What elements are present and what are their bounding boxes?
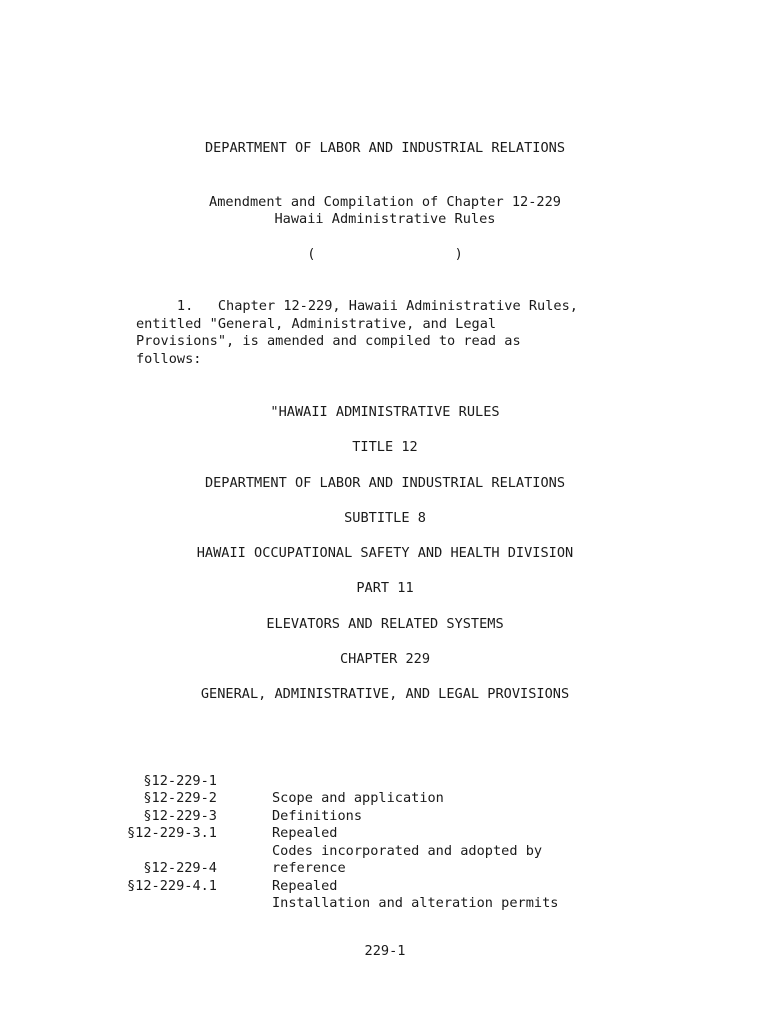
toc-section-number: §12-229-3.1: [126, 825, 217, 841]
toc-section-number: §12-229-4.1: [126, 877, 217, 894]
toc-section-title: reference: [272, 860, 346, 876]
chapter-name-heading: GENERAL, ADMINISTRATIVE, AND LEGAL PROVISIONS: [200, 686, 570, 702]
department-heading: DEPARTMENT OF LABOR AND INDUSTRIAL RELATIONS: [204, 475, 566, 491]
toc-section-number: §12-229-4: [143, 860, 217, 876]
paragraph-line: Provisions", is amended and compiled to read as: [136, 333, 521, 349]
amendment-subtitle: Hawaii Administrative Rules: [274, 211, 496, 227]
rules-heading: "HAWAII ADMINISTRATIVE RULES: [270, 404, 500, 420]
toc-section-title: Scope and application: [272, 790, 444, 806]
department-header: DEPARTMENT OF LABOR AND INDUSTRIAL RELATIONS: [204, 140, 566, 156]
division-heading: HAWAII OCCUPATIONAL SAFETY AND HEALTH DIVISION: [196, 545, 574, 561]
toc-section-title: Installation and alteration permits: [272, 895, 559, 911]
toc-section-title: Repealed: [272, 877, 338, 894]
toc-section-title: Codes incorporated and adopted by: [272, 842, 543, 859]
paragraph-line: entitled "General, Administrative, and Legal: [136, 315, 497, 332]
toc-section-number: §12-229-3: [143, 807, 217, 824]
title-heading: TITLE 12: [352, 439, 418, 455]
amendment-paragraph: [136, 298, 636, 368]
date-placeholder: ( ): [307, 246, 463, 262]
part-heading: PART 11: [356, 580, 414, 596]
toc-section-number: §12-229-2: [143, 790, 217, 806]
page-number: 229-1: [364, 943, 406, 959]
subtitle-heading: SUBTITLE 8: [344, 510, 426, 526]
part-name-heading: ELEVATORS AND RELATED SYSTEMS: [266, 616, 504, 632]
paragraph-line: 1. Chapter 12-229, Hawaii Administrative Rules,: [136, 298, 578, 314]
paragraph-line: follows:: [136, 350, 202, 367]
chapter-heading: CHAPTER 229: [339, 651, 431, 667]
amendment-title: Amendment and Compilation of Chapter 12-229: [209, 194, 561, 210]
toc-section-title: Repealed: [272, 825, 338, 841]
toc-section-title: Definitions: [272, 807, 363, 824]
toc-section-number: §12-229-1: [143, 772, 217, 789]
